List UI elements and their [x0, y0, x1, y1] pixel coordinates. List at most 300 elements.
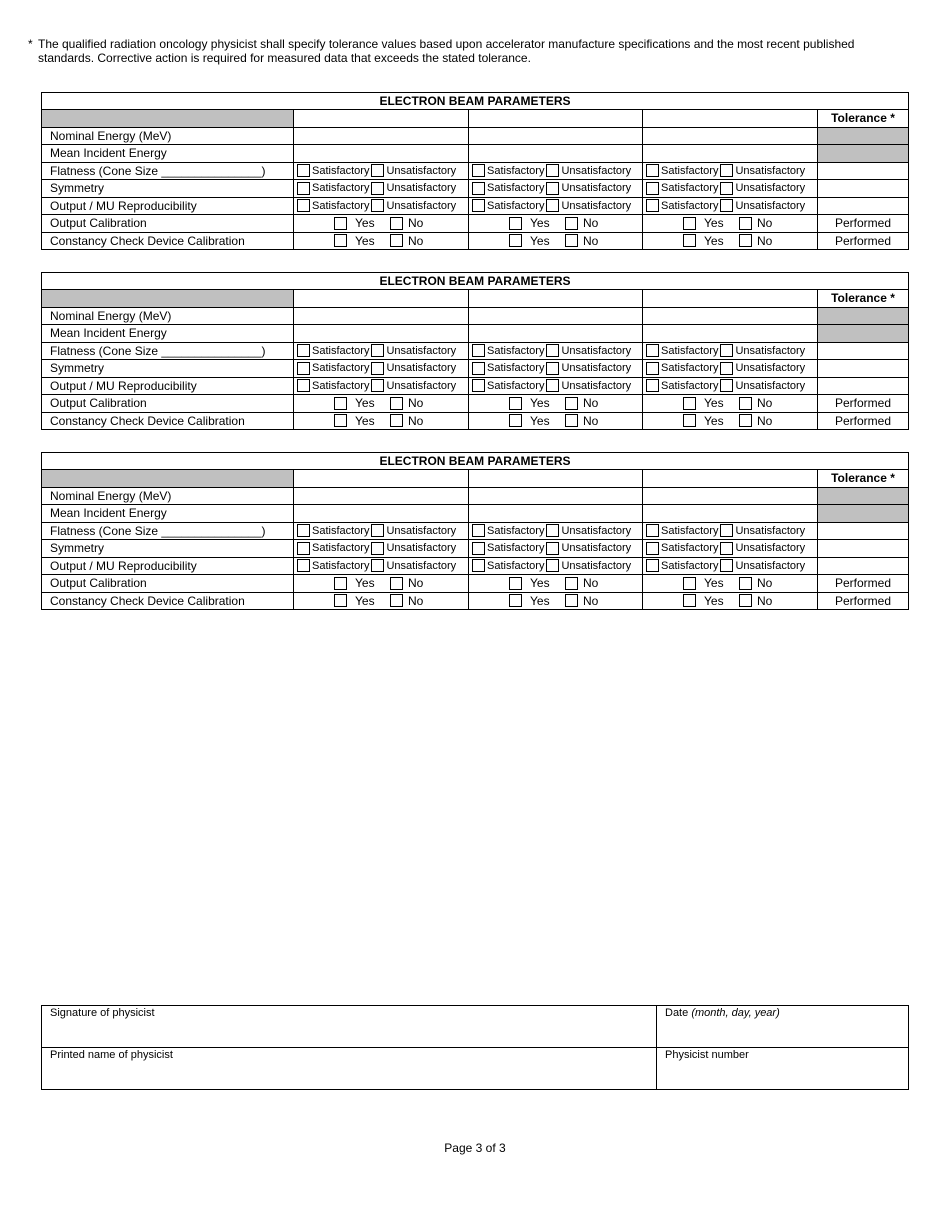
yes-label: Yes: [355, 216, 375, 231]
unsatisfactory-label: Unsatisfactory: [561, 559, 632, 572]
mean-energy-input[interactable]: [294, 505, 469, 523]
tolerance-na: [818, 127, 909, 145]
yes-checkbox[interactable]: [334, 217, 347, 230]
satisfactory-checkbox[interactable]: [472, 542, 485, 555]
row-label-output-mu-reproducibility: Output / MU Reproducibility: [42, 377, 294, 395]
unsatisfactory-checkbox[interactable]: [720, 559, 733, 572]
no-label: No: [757, 233, 773, 248]
unsatisfactory-checkbox[interactable]: [371, 559, 384, 572]
row-label-nominal-energy: Nominal Energy (MeV): [42, 127, 294, 145]
satisfactory-checkbox[interactable]: [297, 524, 310, 537]
satisfactory-label: Satisfactory: [661, 362, 719, 375]
satisfactory-choice: [469, 342, 643, 360]
unsatisfactory-checkbox[interactable]: [546, 182, 559, 195]
unsatisfactory-checkbox[interactable]: [720, 379, 733, 392]
satisfactory-label: Satisfactory: [487, 362, 545, 375]
energy-column-header[interactable]: [469, 290, 643, 308]
satisfactory-choice: [469, 377, 643, 395]
yes-no-choice: [294, 395, 469, 413]
yes-no-choice: [643, 575, 818, 593]
unsatisfactory-label: Unsatisfactory: [386, 344, 457, 357]
tolerance-na: [818, 505, 909, 523]
no-checkbox[interactable]: [565, 234, 578, 247]
unsatisfactory-label: Unsatisfactory: [735, 182, 806, 195]
unsatisfactory-label: Unsatisfactory: [386, 164, 457, 177]
yes-label: Yes: [530, 413, 550, 428]
no-checkbox[interactable]: [739, 577, 752, 590]
tolerance-na: [818, 307, 909, 325]
nominal-energy-input[interactable]: [643, 487, 818, 505]
no-label: No: [583, 576, 599, 591]
satisfactory-label: Satisfactory: [312, 524, 370, 537]
satisfactory-checkbox[interactable]: [646, 199, 659, 212]
tolerance-input[interactable]: [818, 360, 909, 378]
energy-column-header[interactable]: [294, 470, 469, 488]
tolerance-na: [818, 325, 909, 343]
satisfactory-checkbox[interactable]: [472, 182, 485, 195]
satisfactory-checkbox[interactable]: [297, 362, 310, 375]
no-label: No: [583, 593, 599, 608]
unsatisfactory-label: Unsatisfactory: [386, 524, 457, 537]
satisfactory-label: Satisfactory: [487, 524, 545, 537]
yes-checkbox[interactable]: [509, 414, 522, 427]
no-checkbox[interactable]: [739, 217, 752, 230]
electron-beam-table: [41, 272, 909, 430]
satisfactory-choice: [294, 180, 469, 198]
unsatisfactory-label: Unsatisfactory: [735, 542, 806, 555]
no-label: No: [757, 576, 773, 591]
unsatisfactory-checkbox[interactable]: [371, 362, 384, 375]
nominal-energy-input[interactable]: [294, 127, 469, 145]
unsatisfactory-checkbox[interactable]: [720, 362, 733, 375]
row-label-flatness: Flatness (Cone Size _______________): [42, 522, 294, 540]
energy-column-header[interactable]: [643, 470, 818, 488]
yes-label: Yes: [530, 233, 550, 248]
satisfactory-checkbox[interactable]: [646, 182, 659, 195]
unsatisfactory-checkbox[interactable]: [546, 379, 559, 392]
yes-checkbox[interactable]: [334, 577, 347, 590]
no-label: No: [408, 216, 424, 231]
printed-name-field[interactable]: [42, 1048, 657, 1090]
page-number: Page 3 of 3: [444, 1141, 506, 1155]
satisfactory-checkbox[interactable]: [472, 344, 485, 357]
yes-label: Yes: [530, 216, 550, 231]
yes-label: Yes: [704, 216, 724, 231]
no-label: No: [408, 413, 424, 428]
satisfactory-label: Satisfactory: [487, 182, 545, 195]
satisfactory-checkbox[interactable]: [646, 524, 659, 537]
unsatisfactory-checkbox[interactable]: [371, 379, 384, 392]
signature-block: [41, 1005, 909, 1090]
satisfactory-choice: [469, 522, 643, 540]
satisfactory-label: Satisfactory: [661, 379, 719, 392]
energy-column-header[interactable]: [643, 110, 818, 128]
yes-checkbox[interactable]: [683, 397, 696, 410]
tolerance-header: Tolerance *: [818, 110, 909, 128]
row-label-nominal-energy: Nominal Energy (MeV): [42, 487, 294, 505]
energy-column-header[interactable]: [469, 110, 643, 128]
unsatisfactory-checkbox[interactable]: [371, 164, 384, 177]
performed-label: Performed: [818, 592, 909, 610]
row-label-flatness: Flatness (Cone Size _______________): [42, 162, 294, 180]
unsatisfactory-checkbox[interactable]: [720, 199, 733, 212]
unsatisfactory-label: Unsatisfactory: [561, 524, 632, 537]
energy-column-header[interactable]: [294, 110, 469, 128]
no-checkbox[interactable]: [739, 594, 752, 607]
satisfactory-label: Satisfactory: [487, 559, 545, 572]
satisfactory-choice: [294, 342, 469, 360]
header-blank: [42, 110, 294, 128]
unsatisfactory-label: Unsatisfactory: [386, 542, 457, 555]
satisfactory-label: Satisfactory: [487, 542, 545, 555]
unsatisfactory-checkbox[interactable]: [546, 344, 559, 357]
no-label: No: [583, 233, 599, 248]
unsatisfactory-checkbox[interactable]: [720, 344, 733, 357]
satisfactory-choice: [643, 342, 818, 360]
performed-label: Performed: [818, 575, 909, 593]
tolerance-input[interactable]: [818, 180, 909, 198]
yes-checkbox[interactable]: [683, 414, 696, 427]
unsatisfactory-label: Unsatisfactory: [735, 362, 806, 375]
satisfactory-choice: [643, 162, 818, 180]
yes-checkbox[interactable]: [334, 414, 347, 427]
satisfactory-label: Satisfactory: [312, 362, 370, 375]
tolerance-input[interactable]: [818, 162, 909, 180]
no-label: No: [408, 396, 424, 411]
unsatisfactory-checkbox[interactable]: [371, 344, 384, 357]
yes-no-choice: [469, 575, 643, 593]
satisfactory-choice: [294, 540, 469, 558]
yes-no-choice: [643, 215, 818, 233]
satisfactory-choice: [643, 522, 818, 540]
mean-energy-input[interactable]: [469, 325, 643, 343]
satisfactory-label: Satisfactory: [312, 379, 370, 392]
satisfactory-checkbox[interactable]: [297, 542, 310, 555]
yes-no-choice: [643, 232, 818, 250]
no-checkbox[interactable]: [739, 234, 752, 247]
tolerance-input[interactable]: [818, 197, 909, 215]
satisfactory-label: Satisfactory: [312, 559, 370, 572]
satisfactory-checkbox[interactable]: [646, 344, 659, 357]
yes-no-choice: [469, 232, 643, 250]
satisfactory-checkbox[interactable]: [646, 542, 659, 555]
unsatisfactory-checkbox[interactable]: [371, 199, 384, 212]
satisfactory-checkbox[interactable]: [472, 164, 485, 177]
performed-label: Performed: [818, 412, 909, 430]
nominal-energy-input[interactable]: [294, 487, 469, 505]
satisfactory-label: Satisfactory: [661, 344, 719, 357]
mean-energy-input[interactable]: [294, 325, 469, 343]
yes-label: Yes: [704, 396, 724, 411]
row-label-flatness: Flatness (Cone Size _______________): [42, 342, 294, 360]
satisfactory-label: Satisfactory: [661, 542, 719, 555]
mean-energy-input[interactable]: [643, 325, 818, 343]
satisfactory-label: Satisfactory: [487, 379, 545, 392]
yes-label: Yes: [355, 413, 375, 428]
satisfactory-checkbox[interactable]: [297, 182, 310, 195]
yes-checkbox[interactable]: [509, 234, 522, 247]
performed-label: Performed: [818, 215, 909, 233]
satisfactory-checkbox[interactable]: [472, 362, 485, 375]
satisfactory-checkbox[interactable]: [472, 524, 485, 537]
tolerance-header: Tolerance *: [818, 290, 909, 308]
unsatisfactory-checkbox[interactable]: [546, 362, 559, 375]
satisfactory-choice: [469, 557, 643, 575]
tolerance-header: Tolerance *: [818, 470, 909, 488]
yes-checkbox[interactable]: [334, 234, 347, 247]
tolerance-input[interactable]: [818, 377, 909, 395]
unsatisfactory-label: Unsatisfactory: [735, 524, 806, 537]
satisfactory-label: Satisfactory: [661, 559, 719, 572]
no-checkbox[interactable]: [390, 234, 403, 247]
row-label-output-calibration: Output Calibration: [42, 575, 294, 593]
unsatisfactory-label: Unsatisfactory: [386, 559, 457, 572]
satisfactory-checkbox[interactable]: [646, 164, 659, 177]
nominal-energy-input[interactable]: [643, 307, 818, 325]
row-label-symmetry: Symmetry: [42, 180, 294, 198]
unsatisfactory-label: Unsatisfactory: [561, 344, 632, 357]
yes-checkbox[interactable]: [509, 594, 522, 607]
tolerance-input[interactable]: [818, 557, 909, 575]
satisfactory-checkbox[interactable]: [646, 559, 659, 572]
satisfactory-choice: [643, 180, 818, 198]
satisfactory-label: Satisfactory: [661, 524, 719, 537]
satisfactory-label: Satisfactory: [487, 164, 545, 177]
no-checkbox[interactable]: [565, 217, 578, 230]
unsatisfactory-checkbox[interactable]: [546, 164, 559, 177]
satisfactory-label: Satisfactory: [312, 164, 370, 177]
satisfactory-checkbox[interactable]: [297, 559, 310, 572]
yes-label: Yes: [355, 576, 375, 591]
yes-no-choice: [294, 592, 469, 610]
no-checkbox[interactable]: [390, 217, 403, 230]
row-label-output-mu-reproducibility: Output / MU Reproducibility: [42, 197, 294, 215]
satisfactory-label: Satisfactory: [312, 542, 370, 555]
no-label: No: [757, 216, 773, 231]
tolerance-input[interactable]: [818, 522, 909, 540]
unsatisfactory-checkbox[interactable]: [546, 524, 559, 537]
yes-checkbox[interactable]: [683, 217, 696, 230]
unsatisfactory-label: Unsatisfactory: [561, 379, 632, 392]
no-label: No: [408, 233, 424, 248]
mean-energy-input[interactable]: [643, 505, 818, 523]
row-label-output-mu-reproducibility: Output / MU Reproducibility: [42, 557, 294, 575]
no-label: No: [583, 396, 599, 411]
yes-no-choice: [469, 395, 643, 413]
yes-checkbox[interactable]: [683, 234, 696, 247]
satisfactory-label: Satisfactory: [312, 344, 370, 357]
yes-no-choice: [294, 412, 469, 430]
satisfactory-choice: [469, 540, 643, 558]
date-format: (month, day, year): [691, 1007, 780, 1019]
energy-column-header[interactable]: [469, 470, 643, 488]
satisfactory-label: Satisfactory: [661, 164, 719, 177]
header-blank: [42, 290, 294, 308]
satisfactory-checkbox[interactable]: [472, 379, 485, 392]
yes-no-choice: [469, 215, 643, 233]
satisfactory-checkbox[interactable]: [297, 164, 310, 177]
no-label: No: [583, 413, 599, 428]
unsatisfactory-label: Unsatisfactory: [561, 199, 632, 212]
no-label: No: [757, 413, 773, 428]
unsatisfactory-label: Unsatisfactory: [561, 362, 632, 375]
printed-name-label: Printed name of physicist: [50, 1049, 173, 1061]
tolerance-note: [28, 37, 908, 65]
satisfactory-choice: [469, 180, 643, 198]
no-label: No: [408, 576, 424, 591]
satisfactory-choice: [643, 540, 818, 558]
signature-label: Signature of physicist: [50, 1007, 155, 1019]
unsatisfactory-label: Unsatisfactory: [735, 344, 806, 357]
no-checkbox[interactable]: [390, 397, 403, 410]
nominal-energy-input[interactable]: [469, 307, 643, 325]
no-checkbox[interactable]: [565, 414, 578, 427]
satisfactory-checkbox[interactable]: [297, 199, 310, 212]
satisfactory-label: Satisfactory: [312, 199, 370, 212]
signature-field[interactable]: [42, 1006, 657, 1048]
row-label-constancy-check: Constancy Check Device Calibration: [42, 412, 294, 430]
no-label: No: [583, 216, 599, 231]
no-checkbox[interactable]: [390, 577, 403, 590]
table-title: ELECTRON BEAM PARAMETERS: [42, 93, 909, 110]
mean-energy-input[interactable]: [469, 145, 643, 163]
satisfactory-choice: [643, 557, 818, 575]
row-label-mean-incident-energy: Mean Incident Energy: [42, 505, 294, 523]
yes-checkbox[interactable]: [683, 594, 696, 607]
row-label-symmetry: Symmetry: [42, 540, 294, 558]
unsatisfactory-label: Unsatisfactory: [735, 199, 806, 212]
mean-energy-input[interactable]: [294, 145, 469, 163]
satisfactory-choice: [294, 197, 469, 215]
note-asterisk: *: [28, 37, 33, 51]
date-label: Date: [665, 1007, 689, 1019]
satisfactory-choice: [469, 360, 643, 378]
nominal-energy-input[interactable]: [469, 487, 643, 505]
yes-checkbox[interactable]: [509, 217, 522, 230]
satisfactory-choice: [643, 360, 818, 378]
yes-label: Yes: [530, 396, 550, 411]
satisfactory-label: Satisfactory: [312, 182, 370, 195]
unsatisfactory-label: Unsatisfactory: [386, 182, 457, 195]
unsatisfactory-checkbox[interactable]: [546, 559, 559, 572]
satisfactory-label: Satisfactory: [661, 199, 719, 212]
no-checkbox[interactable]: [565, 594, 578, 607]
yes-label: Yes: [704, 593, 724, 608]
nominal-energy-input[interactable]: [294, 307, 469, 325]
satisfactory-checkbox[interactable]: [297, 379, 310, 392]
yes-label: Yes: [355, 396, 375, 411]
satisfactory-checkbox[interactable]: [472, 199, 485, 212]
yes-checkbox[interactable]: [509, 577, 522, 590]
row-label-mean-incident-energy: Mean Incident Energy: [42, 145, 294, 163]
physicist-number-field[interactable]: [657, 1048, 909, 1090]
unsatisfactory-checkbox[interactable]: [720, 182, 733, 195]
satisfactory-label: Satisfactory: [487, 199, 545, 212]
yes-label: Yes: [704, 413, 724, 428]
unsatisfactory-checkbox[interactable]: [720, 164, 733, 177]
tolerance-input[interactable]: [818, 342, 909, 360]
no-checkbox[interactable]: [390, 594, 403, 607]
yes-checkbox[interactable]: [683, 577, 696, 590]
unsatisfactory-checkbox[interactable]: [371, 524, 384, 537]
yes-checkbox[interactable]: [334, 397, 347, 410]
satisfactory-checkbox[interactable]: [297, 344, 310, 357]
unsatisfactory-checkbox[interactable]: [546, 542, 559, 555]
mean-energy-input[interactable]: [469, 505, 643, 523]
satisfactory-choice: [469, 197, 643, 215]
yes-no-choice: [643, 592, 818, 610]
unsatisfactory-label: Unsatisfactory: [735, 379, 806, 392]
tolerance-input[interactable]: [818, 540, 909, 558]
yes-no-choice: [469, 412, 643, 430]
physicist-number-label: Physicist number: [665, 1049, 749, 1061]
unsatisfactory-checkbox[interactable]: [371, 182, 384, 195]
row-label-nominal-energy: Nominal Energy (MeV): [42, 307, 294, 325]
electron-beam-table: [41, 92, 909, 250]
table-title: ELECTRON BEAM PARAMETERS: [42, 273, 909, 290]
satisfactory-checkbox[interactable]: [646, 379, 659, 392]
nominal-energy-input[interactable]: [469, 127, 643, 145]
yes-checkbox[interactable]: [509, 397, 522, 410]
satisfactory-label: Satisfactory: [487, 344, 545, 357]
satisfactory-checkbox[interactable]: [646, 362, 659, 375]
yes-checkbox[interactable]: [334, 594, 347, 607]
nominal-energy-input[interactable]: [643, 127, 818, 145]
unsatisfactory-label: Unsatisfactory: [735, 559, 806, 572]
unsatisfactory-checkbox[interactable]: [720, 542, 733, 555]
electron-beam-table: [41, 452, 909, 610]
unsatisfactory-label: Unsatisfactory: [561, 164, 632, 177]
energy-column-header[interactable]: [294, 290, 469, 308]
satisfactory-choice: [469, 162, 643, 180]
satisfactory-choice: [294, 522, 469, 540]
row-label-symmetry: Symmetry: [42, 360, 294, 378]
note-text: The qualified radiation oncology physicist shall specify tolerance values based upon accelerator manufacture specifications and the most recent published standards. Corrective action is required for measured data that exceeds the stated tolerance.: [38, 37, 855, 65]
satisfactory-choice: [294, 557, 469, 575]
yes-no-choice: [294, 232, 469, 250]
unsatisfactory-checkbox[interactable]: [720, 524, 733, 537]
yes-no-choice: [643, 412, 818, 430]
yes-label: Yes: [530, 593, 550, 608]
row-label-constancy-check: Constancy Check Device Calibration: [42, 232, 294, 250]
yes-no-choice: [294, 215, 469, 233]
unsatisfactory-label: Unsatisfactory: [735, 164, 806, 177]
no-label: No: [757, 396, 773, 411]
yes-no-choice: [294, 575, 469, 593]
no-checkbox[interactable]: [390, 414, 403, 427]
date-field[interactable]: [657, 1006, 909, 1048]
row-label-output-calibration: Output Calibration: [42, 395, 294, 413]
no-checkbox[interactable]: [739, 397, 752, 410]
no-checkbox[interactable]: [565, 577, 578, 590]
no-checkbox[interactable]: [565, 397, 578, 410]
yes-label: Yes: [355, 233, 375, 248]
no-label: No: [408, 593, 424, 608]
unsatisfactory-checkbox[interactable]: [546, 199, 559, 212]
row-label-mean-incident-energy: Mean Incident Energy: [42, 325, 294, 343]
no-checkbox[interactable]: [739, 414, 752, 427]
energy-column-header[interactable]: [643, 290, 818, 308]
satisfactory-checkbox[interactable]: [472, 559, 485, 572]
satisfactory-choice: [643, 197, 818, 215]
yes-label: Yes: [704, 233, 724, 248]
no-label: No: [757, 593, 773, 608]
yes-no-choice: [643, 395, 818, 413]
tolerance-na: [818, 487, 909, 505]
unsatisfactory-checkbox[interactable]: [371, 542, 384, 555]
yes-label: Yes: [355, 593, 375, 608]
mean-energy-input[interactable]: [643, 145, 818, 163]
